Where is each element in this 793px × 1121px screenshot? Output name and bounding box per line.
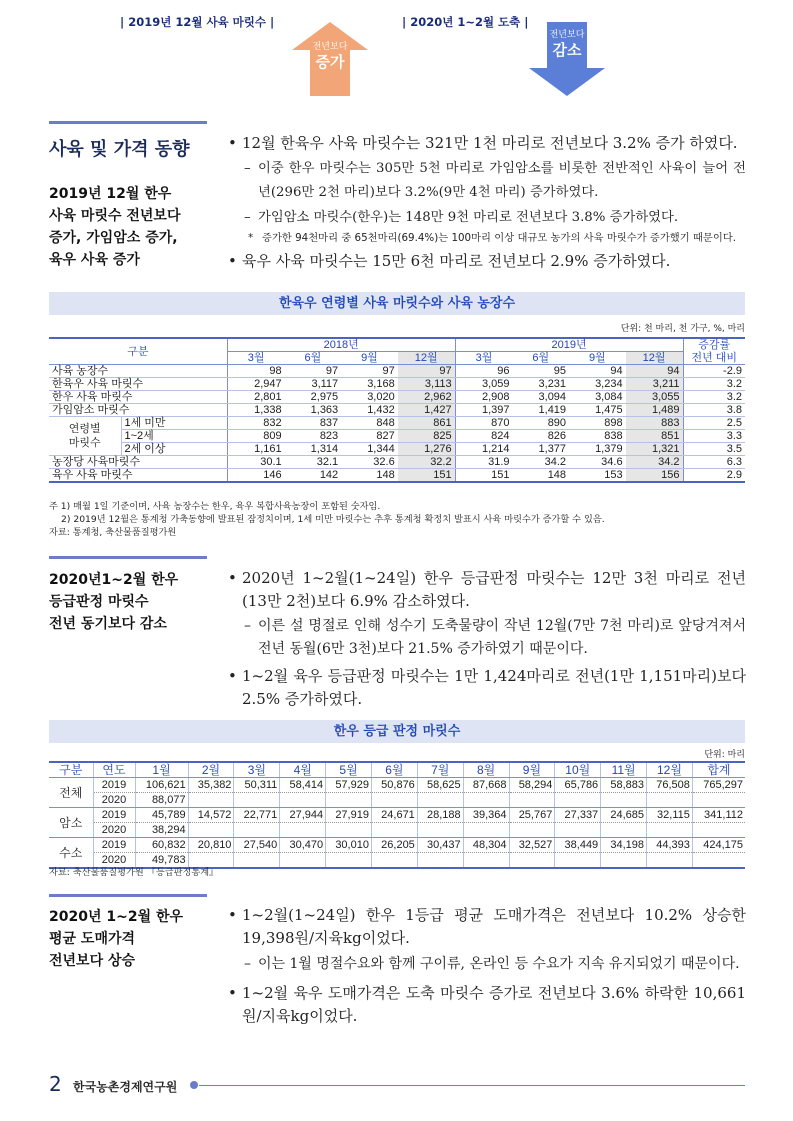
t2-cell: 106,621 bbox=[135, 778, 188, 793]
t2-cell bbox=[234, 823, 280, 838]
t2-cell bbox=[234, 793, 280, 808]
t1-row-label: 사육 농장수 bbox=[49, 365, 227, 378]
t1-cell: 97 bbox=[285, 365, 342, 378]
t1-row-label: 한육우 사육 마릿수 bbox=[49, 378, 227, 391]
t2-header: 5월 bbox=[326, 762, 372, 778]
t1-cell: 34.2 bbox=[626, 456, 683, 469]
t1-cell: 1,432 bbox=[341, 404, 398, 417]
section3-bar bbox=[49, 894, 207, 897]
t2-cell bbox=[463, 853, 509, 869]
t1-cell: 3,168 bbox=[341, 378, 398, 391]
t1-row-label: 농장당 사육마릿수 bbox=[49, 456, 227, 469]
arrow-up-big: 증가 bbox=[315, 53, 345, 71]
t2-year: 2020 bbox=[93, 853, 135, 869]
section1-title: 사육 및 가격 동향 bbox=[49, 139, 190, 160]
section2-subtitle: 2020년1~2월 한우 등급판정 마릿수 전년 동기보다 감소 bbox=[49, 572, 179, 632]
t2-header: 구분 bbox=[49, 762, 93, 778]
t1-cell: 96 bbox=[455, 365, 512, 378]
table-row bbox=[49, 823, 745, 838]
bullet-item: • 2020년 1~2월(1~24일) 한우 등급판정 마릿수는 12만 3천 마리로 전년(13만 2천)보다 6.9% 감소하였다. bbox=[228, 567, 746, 613]
table-row bbox=[49, 417, 745, 430]
t1-cell: 32.6 bbox=[341, 456, 398, 469]
table1 bbox=[49, 337, 745, 483]
t2-cell: 49,783 bbox=[135, 853, 188, 869]
t2-cell bbox=[555, 823, 601, 838]
t1-rate: 3.3 bbox=[683, 430, 745, 443]
arrow-down-small: 전년보다 bbox=[549, 30, 585, 40]
t1-row-label: 1세 미만 bbox=[121, 417, 227, 430]
t1-header-year2: 2019년 bbox=[455, 338, 683, 352]
t2-cell: 50,876 bbox=[371, 778, 417, 793]
t1-cell: 3,231 bbox=[513, 378, 570, 391]
table2-title: 한우 등급 판정 마릿수 bbox=[49, 720, 745, 743]
t2-cell bbox=[509, 853, 555, 869]
t2-cell: 35,382 bbox=[188, 778, 234, 793]
footer-org: 한국농촌경제연구원 bbox=[73, 1080, 178, 1094]
bullet-item: • 1~2월 육우 등급판정 마릿수는 1만 1,424마리로 전년(1만 1,151마리)보다 2.5% 증가하였다. bbox=[228, 665, 746, 711]
t2-cell: 76,508 bbox=[647, 778, 693, 793]
t2-cell: 58,414 bbox=[280, 778, 326, 793]
t2-cell: 30,437 bbox=[417, 838, 463, 853]
t2-cell: 58,883 bbox=[601, 778, 647, 793]
t1-cell: 1,379 bbox=[569, 443, 626, 456]
t2-cell: 39,364 bbox=[463, 808, 509, 823]
t1-cell: 823 bbox=[285, 430, 342, 443]
t2-cell bbox=[692, 823, 745, 838]
t1-cell: 95 bbox=[513, 365, 570, 378]
t1-row-label: 2세 이상 bbox=[121, 443, 227, 456]
table1-unit: 단위: 천 마리, 천 가구, %, 마리 bbox=[620, 324, 745, 334]
t1-month: 3월 bbox=[227, 352, 284, 365]
t1-cell: 832 bbox=[227, 417, 284, 430]
t2-header: 2월 bbox=[188, 762, 234, 778]
t2-cell: 30,010 bbox=[326, 838, 372, 853]
t1-cell: 151 bbox=[398, 469, 455, 483]
t1-cell: 3,113 bbox=[398, 378, 455, 391]
t2-cell bbox=[647, 853, 693, 869]
t1-header-group: 구분 bbox=[49, 338, 227, 365]
t2-cell bbox=[326, 823, 372, 838]
t1-cell: 1,363 bbox=[285, 404, 342, 417]
t1-cell: 1,314 bbox=[285, 443, 342, 456]
t1-header-year1: 2018년 bbox=[227, 338, 455, 352]
t2-year: 2019 bbox=[93, 808, 135, 823]
bullet-note: * 증가한 94천마리 중 65천마리(69.4%)는 100마리 이상 대규모 농가의 사육 마릿수가 증가했기 때문이다. bbox=[228, 231, 746, 245]
t2-header: 11월 bbox=[601, 762, 647, 778]
t1-cell: 151 bbox=[455, 469, 512, 483]
t1-cell: 838 bbox=[569, 430, 626, 443]
t1-rate: 3.8 bbox=[683, 404, 745, 417]
t1-rate: 2.5 bbox=[683, 417, 745, 430]
bullet-item: • 1~2월(1~24일) 한우 1등급 평균 도매가격은 전년보다 10.2% 상승한 19,398원/지육kg이었다. bbox=[228, 904, 746, 950]
t2-year: 2019 bbox=[93, 838, 135, 853]
t1-cell: 1,475 bbox=[569, 404, 626, 417]
t2-cell: 20,810 bbox=[188, 838, 234, 853]
t2-header: 3월 bbox=[234, 762, 280, 778]
t2-cell: 27,540 bbox=[234, 838, 280, 853]
t2-cell: 14,572 bbox=[188, 808, 234, 823]
t2-cell: 60,832 bbox=[135, 838, 188, 853]
t2-cell: 58,294 bbox=[509, 778, 555, 793]
t1-cell: 1,344 bbox=[341, 443, 398, 456]
table2 bbox=[49, 761, 745, 869]
t1-cell: 2,947 bbox=[227, 378, 284, 391]
t1-cell: 848 bbox=[341, 417, 398, 430]
section1-subtitle: 2019년 12월 한우 사육 마릿수 전년보다 증가, 가임암소 증가, 육우 사육 증가 bbox=[49, 186, 181, 268]
t2-cell bbox=[601, 853, 647, 869]
table-row bbox=[49, 838, 745, 853]
table1-note-2: 2) 2019년 12월은 통계청 가축동향에 발표된 잠정치이며, 1세 미만 마릿수는 추후 통계청 확정치 발표시 사육 마릿수가 증가할 수 있음. bbox=[61, 514, 605, 525]
t1-cell: 1,276 bbox=[398, 443, 455, 456]
table1-note-1: 주 1) 매월 1일 기준이며, 사육 농장수는 한우, 육우 복합사육농장이 포함된 숫자임. bbox=[49, 501, 381, 512]
t2-group-label: 수소 bbox=[49, 838, 93, 869]
footer bbox=[49, 1072, 745, 1098]
t2-cell: 57,929 bbox=[326, 778, 372, 793]
t2-cell: 30,470 bbox=[280, 838, 326, 853]
t2-cell bbox=[371, 793, 417, 808]
t2-cell bbox=[509, 823, 555, 838]
t1-cell: 98 bbox=[227, 365, 284, 378]
t1-cell: 1,419 bbox=[513, 404, 570, 417]
footer-rule bbox=[199, 1085, 745, 1086]
t2-header: 6월 bbox=[371, 762, 417, 778]
t2-cell: 24,685 bbox=[601, 808, 647, 823]
t1-cell: 156 bbox=[626, 469, 683, 483]
t1-cell: 2,801 bbox=[227, 391, 284, 404]
t2-cell: 25,767 bbox=[509, 808, 555, 823]
t1-month: 12월 bbox=[398, 352, 455, 365]
page-number: 2 bbox=[49, 1072, 62, 1096]
t1-row-label: 가임암소 마릿수 bbox=[49, 404, 227, 417]
table-row bbox=[49, 443, 745, 456]
top-label-left: | 2019년 12월 사육 마릿수 | bbox=[120, 15, 275, 29]
section1-bar bbox=[49, 121, 207, 124]
t2-cell: 424,175 bbox=[692, 838, 745, 853]
table1-title: 한육우 연령별 사육 마릿수와 사육 농장수 bbox=[49, 292, 745, 315]
t2-cell: 27,919 bbox=[326, 808, 372, 823]
t2-header: 9월 bbox=[509, 762, 555, 778]
t2-cell: 38,294 bbox=[135, 823, 188, 838]
t1-cell: 837 bbox=[285, 417, 342, 430]
t2-cell: 22,771 bbox=[234, 808, 280, 823]
t1-cell: 870 bbox=[455, 417, 512, 430]
t1-rate: 6.3 bbox=[683, 456, 745, 469]
t2-cell bbox=[417, 823, 463, 838]
t1-cell: 3,117 bbox=[285, 378, 342, 391]
t1-row-label: 한우 사육 마릿수 bbox=[49, 391, 227, 404]
t1-cell: 94 bbox=[626, 365, 683, 378]
t1-cell: 1,214 bbox=[455, 443, 512, 456]
t1-cell: 31.9 bbox=[455, 456, 512, 469]
t1-rate: 3.2 bbox=[683, 378, 745, 391]
section2-bar bbox=[49, 556, 207, 559]
t2-header: 1월 bbox=[135, 762, 188, 778]
bullet-item: • 12월 한육우 사육 마릿수는 321만 1천 마리로 전년보다 3.2% 증가 하였다. bbox=[228, 133, 746, 154]
t2-cell bbox=[280, 823, 326, 838]
t2-year: 2020 bbox=[93, 823, 135, 838]
t1-cell: 826 bbox=[513, 430, 570, 443]
t1-cell: 30.1 bbox=[227, 456, 284, 469]
section1-bullets bbox=[228, 133, 746, 272]
t2-header: 4월 bbox=[280, 762, 326, 778]
table-row bbox=[49, 469, 745, 483]
t2-cell bbox=[280, 853, 326, 869]
table-row bbox=[49, 808, 745, 823]
t2-cell: 27,944 bbox=[280, 808, 326, 823]
footer-dots bbox=[190, 1081, 198, 1089]
t1-header-rate1: 증감률 bbox=[683, 338, 745, 352]
t1-cell: 3,234 bbox=[569, 378, 626, 391]
table-row bbox=[49, 778, 745, 793]
table-row bbox=[49, 365, 745, 378]
t2-cell: 45,789 bbox=[135, 808, 188, 823]
t2-cell: 87,668 bbox=[463, 778, 509, 793]
t2-cell: 27,337 bbox=[555, 808, 601, 823]
t1-cell: 1,427 bbox=[398, 404, 455, 417]
t1-cell: 142 bbox=[285, 469, 342, 483]
t1-cell: 824 bbox=[455, 430, 512, 443]
t2-cell: 34,198 bbox=[601, 838, 647, 853]
t1-cell: 3,084 bbox=[569, 391, 626, 404]
t1-cell: 148 bbox=[341, 469, 398, 483]
t2-cell bbox=[555, 793, 601, 808]
t1-month: 3월 bbox=[455, 352, 512, 365]
t2-cell bbox=[188, 823, 234, 838]
t1-cell: 3,020 bbox=[341, 391, 398, 404]
t1-cell: 851 bbox=[626, 430, 683, 443]
t1-cell: 34.2 bbox=[513, 456, 570, 469]
t1-cell: 825 bbox=[398, 430, 455, 443]
t2-cell: 32,527 bbox=[509, 838, 555, 853]
t1-cell: 1,161 bbox=[227, 443, 284, 456]
bullet-item: • 1~2월 육우 도매가격은 도축 마릿수 증가로 전년보다 3.6% 하락한 10,661원/지육kg이었다. bbox=[228, 982, 746, 1028]
t1-cell: 2,962 bbox=[398, 391, 455, 404]
t2-cell bbox=[463, 823, 509, 838]
t2-cell bbox=[692, 793, 745, 808]
t2-cell bbox=[326, 793, 372, 808]
table-row bbox=[49, 456, 745, 469]
table-row bbox=[49, 404, 745, 417]
t1-rate: -2.9 bbox=[683, 365, 745, 378]
table1-source: 자료: 통계청, 축산물품질평가원 bbox=[49, 527, 177, 538]
arrow-up-text bbox=[293, 26, 367, 71]
top-label-right: | 2020년 1~2월 도축 | bbox=[402, 15, 529, 29]
t2-cell: 88,077 bbox=[135, 793, 188, 808]
table-row bbox=[49, 793, 745, 808]
arrow-up-small: 전년보다 bbox=[312, 42, 348, 52]
t1-cell: 146 bbox=[227, 469, 284, 483]
t2-year: 2020 bbox=[93, 793, 135, 808]
t1-cell: 809 bbox=[227, 430, 284, 443]
t1-cell: 883 bbox=[626, 417, 683, 430]
t1-cell: 97 bbox=[398, 365, 455, 378]
t2-cell bbox=[371, 853, 417, 869]
t1-month: 6월 bbox=[285, 352, 342, 365]
t2-header: 연도 bbox=[93, 762, 135, 778]
t2-cell: 765,297 bbox=[692, 778, 745, 793]
table-row bbox=[49, 391, 745, 404]
t1-group-label: 연령별 마릿수 bbox=[49, 417, 121, 456]
t2-cell bbox=[417, 853, 463, 869]
t2-group-label: 전체 bbox=[49, 778, 93, 808]
table2-source: 자료: 축산물품질평가원 『등급판정통계』 bbox=[49, 867, 219, 878]
t2-header: 합계 bbox=[692, 762, 745, 778]
t2-header: 10월 bbox=[555, 762, 601, 778]
t1-cell: 32.2 bbox=[398, 456, 455, 469]
t1-month: 9월 bbox=[569, 352, 626, 365]
t2-cell bbox=[601, 793, 647, 808]
t1-month: 6월 bbox=[513, 352, 570, 365]
t1-cell: 827 bbox=[341, 430, 398, 443]
t2-header: 8월 bbox=[463, 762, 509, 778]
t1-cell: 1,321 bbox=[626, 443, 683, 456]
t2-cell bbox=[647, 793, 693, 808]
t1-row-label: 육우 사육 마릿수 bbox=[49, 469, 227, 483]
table-row bbox=[49, 378, 745, 391]
t1-cell: 1,397 bbox=[455, 404, 512, 417]
t1-cell: 97 bbox=[341, 365, 398, 378]
t1-cell: 148 bbox=[513, 469, 570, 483]
t1-cell: 890 bbox=[513, 417, 570, 430]
t2-cell bbox=[234, 853, 280, 869]
t1-header-rate2: 전년 대비 bbox=[683, 352, 745, 365]
t1-cell: 153 bbox=[569, 469, 626, 483]
t2-cell: 341,112 bbox=[692, 808, 745, 823]
t2-cell: 50,311 bbox=[234, 778, 280, 793]
t2-cell bbox=[692, 853, 745, 869]
t2-cell: 44,393 bbox=[647, 838, 693, 853]
t1-cell: 32.1 bbox=[285, 456, 342, 469]
t1-cell: 3,059 bbox=[455, 378, 512, 391]
t1-row-label: 1~2세 bbox=[121, 430, 227, 443]
section2-bullets bbox=[228, 567, 746, 711]
arrow-down-big: 감소 bbox=[552, 41, 582, 59]
t1-rate: 2.9 bbox=[683, 469, 745, 483]
t2-group-label: 암소 bbox=[49, 808, 93, 838]
t2-cell bbox=[326, 853, 372, 869]
t1-cell: 898 bbox=[569, 417, 626, 430]
t2-cell bbox=[647, 823, 693, 838]
t1-cell: 1,338 bbox=[227, 404, 284, 417]
bullet-subitem: – 이른 설 명절로 인해 성수기 도축물량이 작년 12월(7만 7천 마리)로 앞당겨져서 전년 동월(6만 3천)보다 21.5% 증가하였기 때문이다. bbox=[228, 615, 746, 661]
t2-cell bbox=[555, 853, 601, 869]
t1-cell: 1,489 bbox=[626, 404, 683, 417]
t1-rate: 3.5 bbox=[683, 443, 745, 456]
t2-cell bbox=[509, 793, 555, 808]
t1-cell: 3,055 bbox=[626, 391, 683, 404]
t2-year: 2019 bbox=[93, 778, 135, 793]
t2-cell: 32,115 bbox=[647, 808, 693, 823]
t2-cell: 58,625 bbox=[417, 778, 463, 793]
section3-bullets bbox=[228, 904, 746, 1028]
t2-cell: 26,205 bbox=[371, 838, 417, 853]
t1-cell: 3,094 bbox=[513, 391, 570, 404]
table-row bbox=[49, 430, 745, 443]
t2-cell: 48,304 bbox=[463, 838, 509, 853]
t2-header: 12월 bbox=[647, 762, 693, 778]
table2-unit: 단위: 마리 bbox=[704, 750, 745, 760]
section3-subtitle: 2020년 1~2월 한우 평균 도매가격 전년보다 상승 bbox=[49, 909, 184, 969]
t1-cell: 1,377 bbox=[513, 443, 570, 456]
t2-header: 7월 bbox=[417, 762, 463, 778]
t1-cell: 2,975 bbox=[285, 391, 342, 404]
bullet-subitem: – 가임암소 마릿수(한우)는 148만 9천 마리로 전년보다 3.8% 증가하였다. bbox=[228, 208, 746, 228]
t2-cell: 65,786 bbox=[555, 778, 601, 793]
t2-cell bbox=[280, 793, 326, 808]
bullet-item: • 육우 사육 마릿수는 15만 6천 마리로 전년보다 2.9% 증가하였다. bbox=[228, 251, 746, 272]
t2-cell bbox=[371, 823, 417, 838]
t1-cell: 34.6 bbox=[569, 456, 626, 469]
bullet-subitem: – 이는 1월 명절수요와 함께 구이류, 온라인 등 수요가 지속 유지되었기 때문이다. bbox=[228, 953, 746, 976]
t1-month: 9월 bbox=[341, 352, 398, 365]
t1-cell: 94 bbox=[569, 365, 626, 378]
t2-cell bbox=[188, 793, 234, 808]
t1-rate: 3.2 bbox=[683, 391, 745, 404]
arrow-down-text bbox=[530, 14, 604, 59]
t1-cell: 3,211 bbox=[626, 378, 683, 391]
bullet-subitem: – 이중 한우 마릿수는 305만 5천 마리로 가임암소를 비롯한 전반적인 사육이 늘어 전년(296만 2천 마리)보다 3.2%(9만 4천 마리) 증가하였다. bbox=[228, 157, 746, 205]
t2-cell: 28,188 bbox=[417, 808, 463, 823]
t2-cell bbox=[463, 793, 509, 808]
t1-cell: 861 bbox=[398, 417, 455, 430]
t2-cell: 38,449 bbox=[555, 838, 601, 853]
t2-cell bbox=[601, 823, 647, 838]
t2-cell: 24,671 bbox=[371, 808, 417, 823]
t2-cell bbox=[417, 793, 463, 808]
t1-cell: 2,908 bbox=[455, 391, 512, 404]
t1-month: 12월 bbox=[626, 352, 683, 365]
